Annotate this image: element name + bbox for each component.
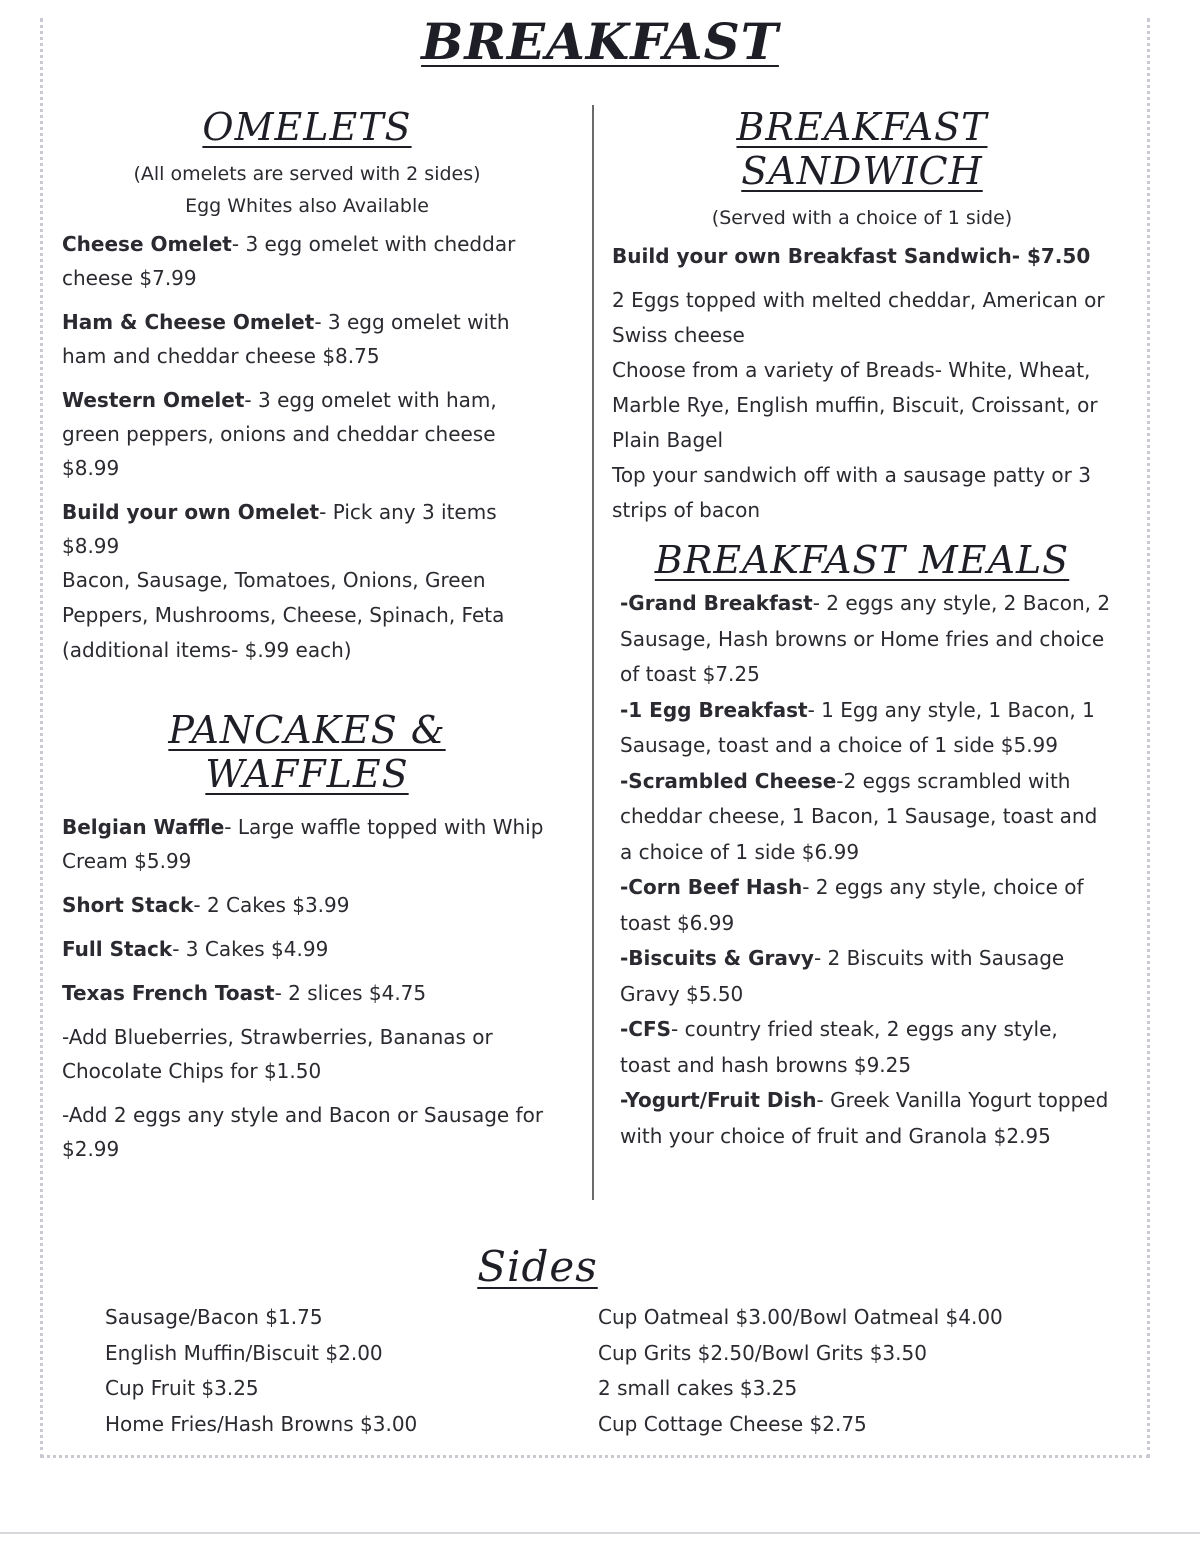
item-name: Texas French Toast [62,981,275,1005]
menu-item-western-omelet [62,383,552,485]
item-desc: - 2 slices $4.75 [274,981,427,1005]
sandwich-eggs-line: 2 Eggs topped with melted cheddar, American or Swiss cheese [612,288,1105,347]
meal-biscuits-gravy [612,941,1112,1012]
item-desc: - Pick any 3 items $8.99 [62,500,497,558]
item-name: Western Omelet [62,388,245,412]
column-divider [592,105,594,1200]
menu-item-belgian-waffle [62,810,552,878]
menu-item-cheese-omelet [62,227,552,295]
omelet-additional-items: (additional items- $.99 each) [62,638,352,662]
right-column [612,105,1112,1154]
item-desc: - 3 Cakes $4.99 [172,937,329,961]
meal-name: -Grand Breakfast [620,591,813,615]
omelets-title: OMELETS [202,105,412,149]
menu-item-ham-cheese-omelet [62,305,552,373]
left-column [62,105,552,1176]
item-desc: - Large waffle topped with Whip Cream $5.99 [62,815,544,873]
item-name: Build your own Omelet [62,500,320,524]
meal-name: -Scrambled Cheese [620,768,837,793]
side-item: 2 small cakes $3.25 [598,1376,798,1400]
breakfast-meals-title: BREAKFAST MEALS [654,538,1070,582]
sandwich-title: BREAKFAST SANDWICH [736,105,988,193]
side-item: Cup Cottage Cheese $2.75 [598,1411,867,1436]
meal-grand-breakfast [612,586,1112,693]
sides-list-right [598,1300,1003,1442]
omelet-options: Bacon, Sausage, Tomatoes, Onions, Green Peppers, Mushrooms, Cheese, Spinach, Feta [62,568,505,627]
meal-scrambled-cheese [612,764,1112,871]
meal-desc: -2 eggs scrambled with cheddar cheese, 1 Bacon, 1 Sausage, toast and a choice of 1 side $6.99 [620,768,1098,864]
menu-item-full-stack [62,932,552,966]
menu-title: BREAKFAST [421,12,779,71]
side-item: Home Fries/Hash Browns $3.00 [105,1411,418,1436]
meal-name: -Yogurt/Fruit Dish [620,1088,817,1112]
meal-desc: - 2 eggs any style, 2 Bacon, 2 Sausage, Hash browns or Home fries and choice of toast $7.25 [620,591,1111,686]
addon-fruit: -Add Blueberries, Strawberries, Bananas or Chocolate Chips for $1.50 [62,1025,493,1083]
item-name: Belgian Waffle [62,815,225,839]
sandwich-meat-line: Top your sandwich off with a sausage patty or 3 strips of bacon [612,463,1091,522]
meal-name: -Biscuits & Gravy [620,946,814,970]
page-bottom-rule [0,1532,1200,1534]
sandwich-breads-line: Choose from a variety of Breads- White, Wheat, Marble Rye, English muffin, Biscuit, Croissant, or Plain Bagel [612,358,1098,452]
item-name: Cheese Omelet [62,232,232,256]
item-desc: - 3 egg omelet with cheddar cheese $7.99 [62,232,516,290]
side-item: Sausage/Bacon $1.75 [105,1305,323,1329]
side-item: Cup Grits $2.50/Bowl Grits $3.50 [598,1340,927,1365]
menu-item-texas-french-toast [62,976,552,1010]
meal-name: -CFS [620,1017,672,1041]
meal-name: -Corn Beef Hash [620,875,803,899]
side-item: English Muffin/Biscuit $2.00 [105,1340,383,1365]
addon-eggs: -Add 2 eggs any style and Bacon or Sausage for $2.99 [62,1103,544,1161]
item-name: Short Stack [62,893,194,917]
meal-name: -1 Egg Breakfast [620,697,808,722]
menu-item-short-stack [62,888,552,922]
sides-title: Sides [477,1242,598,1291]
meal-desc: - country fried steak, 2 eggs any style, toast and hash browns $9.25 [620,1017,1058,1077]
omelets-sides-note: (All omelets are served with 2 sides) [133,163,481,185]
item-desc: - 3 egg omelet with ham and cheddar cheese $8.75 [62,310,510,368]
meal-desc: - 2 Biscuits with Sausage Gravy $5.50 [620,946,1065,1006]
side-item: Cup Oatmeal $3.00/Bowl Oatmeal $4.00 [598,1305,1003,1329]
meal-desc: - 2 eggs any style, choice of toast $6.99 [620,875,1084,935]
pancakes-waffles-title: PANCAKES & WAFFLES [168,708,446,796]
meal-cfs [612,1012,1112,1083]
item-desc: - 2 Cakes $3.99 [193,893,350,917]
item-name: Ham & Cheese Omelet [62,310,315,334]
item-desc: - 3 egg omelet with ham, green peppers, onions and cheddar cheese $8.99 [62,388,497,480]
build-sandwich-price: Build your own Breakfast Sandwich- $7.50 [612,244,1091,268]
meal-one-egg-breakfast [612,693,1112,764]
item-name: Full Stack [62,937,173,961]
sides-list-left [105,1300,417,1442]
sandwich-side-note: (Served with a choice of 1 side) [711,207,1013,229]
meal-desc: - 1 Egg any style, 1 Bacon, 1 Sausage, toast and a choice of 1 side $5.99 [620,697,1095,757]
meal-corn-beef-hash [612,870,1112,941]
meal-desc: - Greek Vanilla Yogurt topped with your choice of fruit and Granola $2.95 [620,1088,1109,1148]
egg-whites-note: Egg Whites also Available [185,195,429,217]
meal-yogurt-fruit [612,1083,1112,1154]
menu-item-build-omelet [62,495,552,563]
side-item: Cup Fruit $3.25 [105,1376,259,1400]
